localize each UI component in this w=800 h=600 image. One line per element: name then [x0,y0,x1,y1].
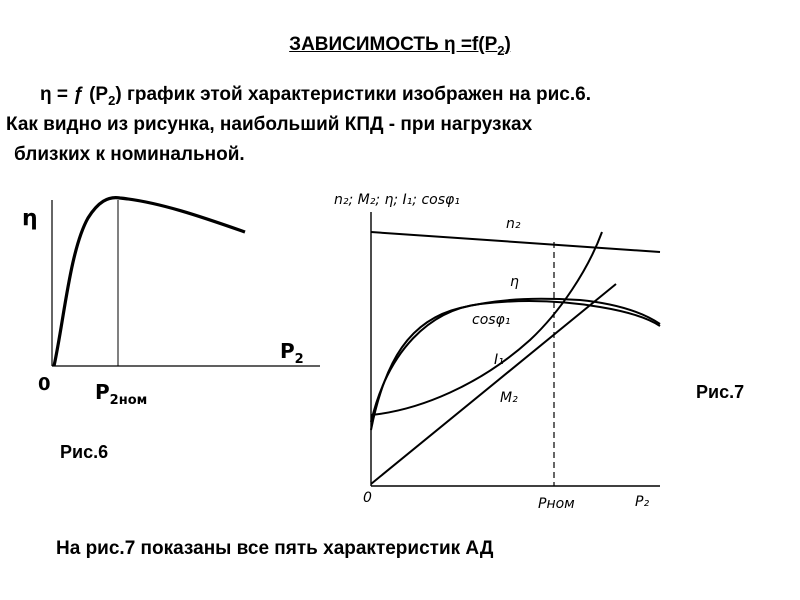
description-line-2: Как видно из рисунка, наибольший КПД - при нагрузках [6,114,533,135]
figure-6-caption: Рис.6 [60,442,109,462]
footer-text: На рис.7 показаны все пять характеристик АД [56,538,494,559]
fig6-x-label: $P_2$ [280,339,304,367]
figure-7-caption: Рис.7 [696,382,745,402]
fig7-origin-label: 0 [363,490,372,506]
fig7-eta-label: η [510,274,519,290]
fig7-n2-label: n₂ [506,216,521,232]
fig7-x-label: P₂ [635,494,650,510]
fig6-origin-label: 0 [38,374,51,395]
description-line-3: близких к номинальной. [14,144,245,165]
slide-title: ЗАВИСИМОСТЬ $\eta =f(P_2)$ [289,34,511,58]
fig6-y-label: η [22,206,38,231]
fig7-y-label: n₂; M₂; η; I₁; cosφ₁ [334,192,460,208]
fig7-m2-label: M₂ [500,390,518,406]
figure-6-chart [0,180,340,410]
fig7-eta-curve [371,299,660,430]
fig7-i1-label: I₁ [494,352,504,368]
fig7-n2-curve [371,232,660,252]
fig7-nominal-label: Pном [538,496,575,512]
fig7-cos-label: cosφ₁ [472,312,511,328]
fig6-nominal-label: $P_{2ном}$ [95,380,148,408]
description-line-1: η = ƒ $(P_2)$ график этой характеристики изображен на рис.6. [40,84,591,108]
fig6-efficiency-curve [54,198,245,366]
figure-7-chart [330,190,690,530]
